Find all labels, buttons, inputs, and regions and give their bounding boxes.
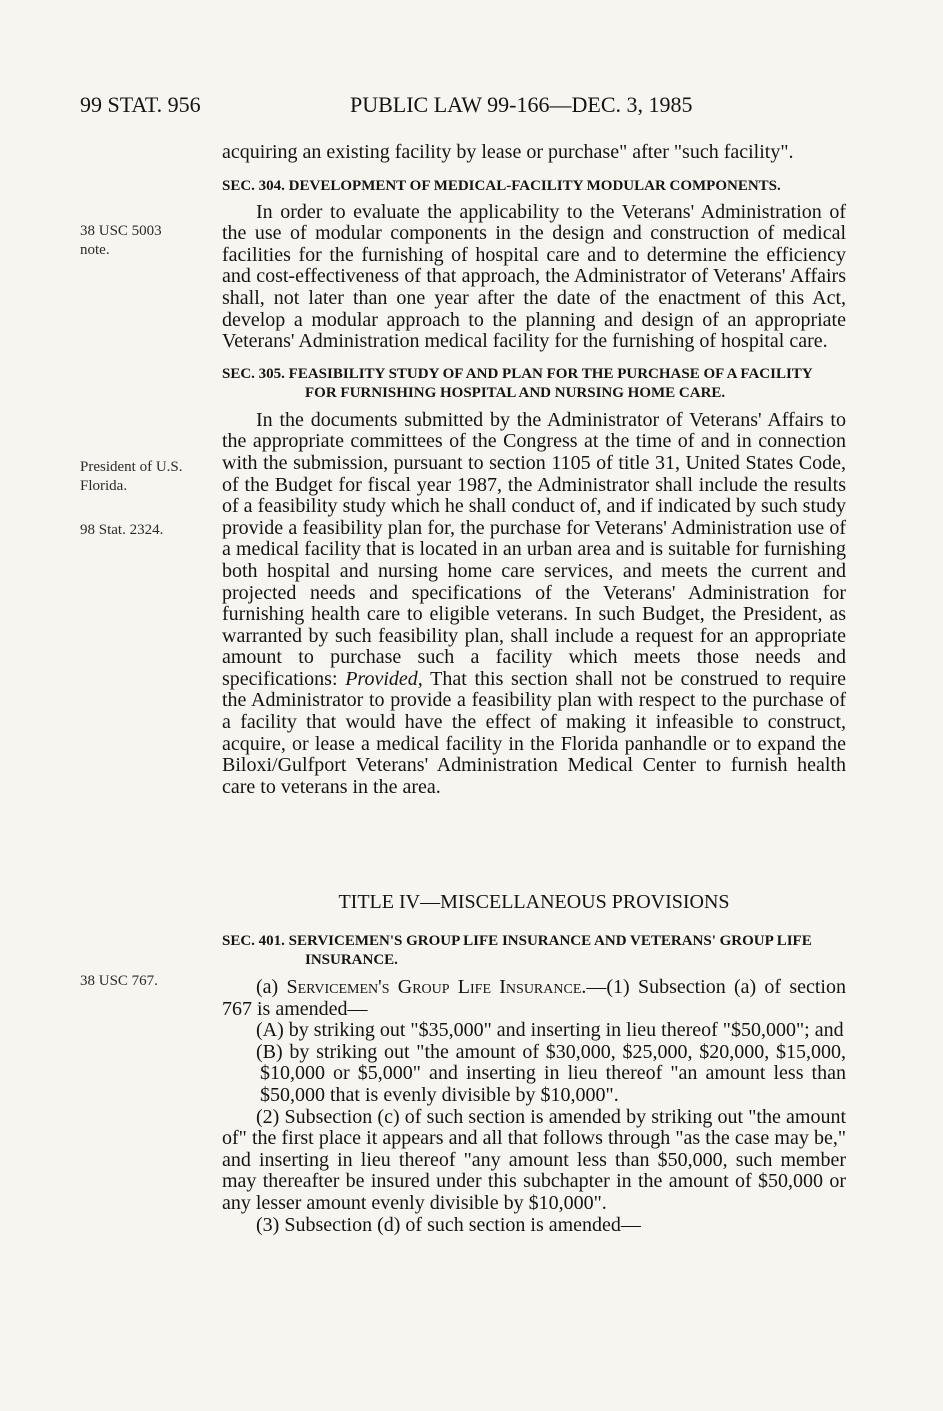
section-401-a <box>222 977 846 1020</box>
body-text-top <box>222 142 846 798</box>
body-text-bottom <box>222 932 846 1236</box>
section-304-heading: SEC. 304. DEVELOPMENT OF MEDICAL-FACILITY MODULAR COMPONENTS. <box>222 177 781 194</box>
paragraph-continuation: acquiring an existing facility by lease or purchase" after "such facility". <box>222 141 794 163</box>
section-305-text-a: In the documents submitted by the Administrator of Veterans' Affairs to the appropriate committees of the Congress at the time of and in connection with the submission, pursuant to section 1105 of title 31, United States Code, of the Budget for fiscal year 1987, the Administrator shall include the results of a feasibility study which he shall conduct of, and if indicated by such study provide a feasibility plan for, the purchase for Veterans' Administration use of a medical facility that is located in an urban area and is suitable for furnishing both hospital and nursing home care services, and meets the current and projected needs and specifications of the Veterans' Administration for furnishing health care to eligible veterans. In such Budget, the President, as warranted by such feasibility plan, shall include a request for an appropriate amount to purchase such a facility which meets those needs and specifications: <box>222 408 846 690</box>
statute-page-number: 99 STAT. 956 <box>80 92 201 117</box>
section-305-text <box>222 410 846 799</box>
margin-note-president: President of U.S. Florida. <box>80 459 183 494</box>
margin-note-38usc5003: 38 USC 5003 note. <box>80 223 162 258</box>
margin-note-38usc767: 38 USC 767. <box>80 973 158 989</box>
provided-word: Provided, <box>345 667 423 690</box>
section-401-item-B: (B) by striking out "the amount of $30,000, $25,000, $20,000, $15,000, $10,000 or $5,000" and inserting in lieu thereof "an amount less than $50,000 that is evenly divisible by $10,000". <box>256 1040 846 1106</box>
section-305-heading: SEC. 305. FEASIBILITY STUDY OF AND PLAN FOR THE PURCHASE OF A FACILITY FOR FURNISHING HOSPITAL AND NURSING HOME CARE. <box>222 365 813 401</box>
section-305-text-b: That this section shall not be construed to require the Administrator to provide a feasibility plan with respect to the purchase of a facility that would have the effect of making it infeasible to construct, acquire, or lease a medical facility in the Florida panhandle or to expand the Biloxi/Gulfport Veterans' Administration Medical Center to furnish health care to veterans in the area. <box>222 667 846 798</box>
section-401-para-3: (3) Subsection (d) of such section is amended— <box>256 1213 641 1236</box>
section-401-item-A: (A) by striking out "$35,000" and inserting in lieu thereof "$50,000"; and <box>256 1019 844 1042</box>
section-401-a-caption: Servicemen's Group Life Insurance. <box>286 976 587 998</box>
section-401-para-2: (2) Subsection (c) of such section is amended by striking out "the amount of" the first place it appears and all that follows through "as the case may be," and inserting in lieu thereof "any amount less than $50,000, such member may thereafter be insured under this subchapter in the amount of $50,000 or any lesser amount evenly divisible by $10,000". <box>222 1105 846 1214</box>
title-iv-heading: TITLE IV—MISCELLANEOUS PROVISIONS <box>338 891 730 913</box>
section-401-a-prefix: (a) <box>256 976 287 998</box>
margin-note-98stat: 98 Stat. 2324. <box>80 522 164 538</box>
section-401-a-text: —(1) Subsection (a) of section 767 is amended— <box>222 976 846 1020</box>
section-304-text: In order to evaluate the applicability to the Veterans' Administration of the use of modular components in the design and construction of medical facilities for the furnishing of hospital care and to determine the efficiency and cost-effectiveness of that approach, the Administrator of Veterans' Affairs shall, not later than one year after the date of the enactment of this Act, develop a modular approach to the planning and design of an appropriate Veterans' Administration medical facility for the furnishing of hospital care. <box>222 200 846 353</box>
section-401-heading: SEC. 401. SERVICEMEN'S GROUP LIFE INSURANCE AND VETERANS' GROUP LIFE INSURANCE. <box>222 933 812 968</box>
running-title: PUBLIC LAW 99-166—DEC. 3, 1985 <box>350 92 693 117</box>
